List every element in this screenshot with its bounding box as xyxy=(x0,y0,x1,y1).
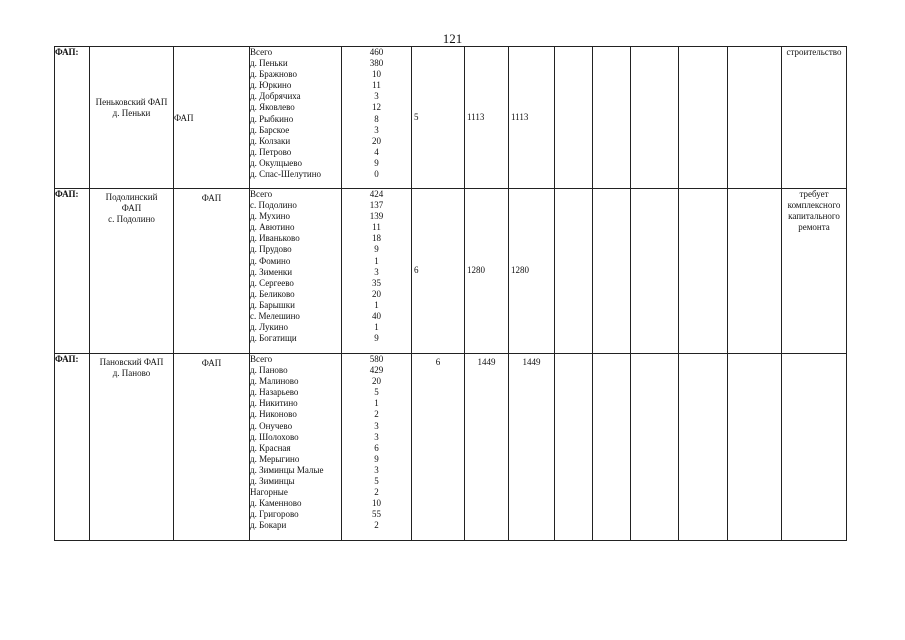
facility-name-line: д. Пеньки xyxy=(112,108,151,119)
settlement-name: д. Паново xyxy=(250,365,288,376)
population-value: 1 xyxy=(374,322,379,333)
empty-cell xyxy=(631,354,679,541)
population-value: 40 xyxy=(372,311,381,322)
value-a-cell xyxy=(465,354,509,541)
population-value: 460 xyxy=(369,47,384,57)
settlement-name: д. Яковлево xyxy=(250,102,295,113)
empty-cell xyxy=(728,354,782,541)
settlement-name: д. Лукино xyxy=(250,322,288,333)
facility-table xyxy=(54,46,847,541)
settlement-name: д. Шолохово xyxy=(250,431,299,442)
settlement-name: д. Барышки xyxy=(250,299,295,310)
page-number: 121 xyxy=(442,31,463,46)
settlements-cell xyxy=(250,189,342,354)
settlement-name: д. Прудово xyxy=(250,244,292,255)
settlement-name: д. Онучево xyxy=(250,420,293,431)
facility-type-cell xyxy=(55,189,90,354)
population-value: 9 xyxy=(374,157,379,168)
settlement-name: д. Юркино xyxy=(250,80,292,91)
value-a-cell xyxy=(465,189,509,354)
note-line: строительство xyxy=(786,47,842,57)
settlements-cell xyxy=(250,47,342,189)
population-value: 12 xyxy=(372,102,381,113)
population-cell xyxy=(342,354,412,541)
empty-cell xyxy=(631,189,679,354)
population-value: 9 xyxy=(374,453,379,464)
population-value: 20 xyxy=(372,376,381,387)
population-value: 2 xyxy=(374,520,379,531)
population-value: 11 xyxy=(372,222,381,233)
population-value: 20 xyxy=(372,135,381,146)
population-value: 3 xyxy=(374,464,379,475)
settlement-name: д. Григорово xyxy=(250,509,299,520)
settlement-name: с. Подолино xyxy=(250,200,297,211)
empty-cell xyxy=(593,47,631,189)
settlement-name: с. Мелешино xyxy=(250,311,300,322)
population-value: 6 xyxy=(374,442,379,453)
table-row xyxy=(55,354,847,541)
population-value: 5 xyxy=(374,476,379,487)
population-cell xyxy=(342,47,412,189)
population-value: 20 xyxy=(372,288,381,299)
settlement-name: д. Мухино xyxy=(250,211,290,222)
population-value: 429 xyxy=(369,365,384,376)
empty-cell xyxy=(679,189,728,354)
settlement-name: д. Малиново xyxy=(250,376,299,387)
population-value: 139 xyxy=(369,211,384,222)
note-cell xyxy=(782,354,847,541)
value-a: 1280 xyxy=(467,265,485,276)
note-line: комплексного xyxy=(787,200,841,211)
settlement-name: д. Никитино xyxy=(250,398,298,409)
facility-name-line: Пеньковский ФАП xyxy=(95,97,168,107)
settlement-name: д. Красная xyxy=(250,442,291,453)
settlement-name: Всего xyxy=(250,47,273,57)
value-b: 1449 xyxy=(522,357,541,367)
settlement-name: д. Иваньково xyxy=(250,233,300,244)
facility-name-line: ФАП xyxy=(121,203,142,214)
settlement-name: д. Рыбкино xyxy=(250,113,294,124)
facility-type-cell xyxy=(55,47,90,189)
settlement-name: д. Зименки xyxy=(250,266,293,277)
facility-type: ФАП: xyxy=(55,189,79,199)
settlement-name: д. Богатищи xyxy=(250,333,297,344)
facility-name-line: д. Паново xyxy=(112,368,151,379)
population-value: 1 xyxy=(374,299,379,310)
settlement-name: д. Беликово xyxy=(250,288,295,299)
note-line: ремонта xyxy=(798,222,830,233)
empty-cell xyxy=(593,354,631,541)
note-line: капитального xyxy=(788,211,840,222)
settlement-name: д. Спас-Шелутино xyxy=(250,169,322,180)
facility-type: ФАП: xyxy=(55,47,79,57)
population-value: 3 xyxy=(374,420,379,431)
staff-count-cell xyxy=(412,189,465,354)
population-value: 3 xyxy=(374,266,379,277)
empty-cell xyxy=(555,47,593,189)
note-cell xyxy=(782,47,847,189)
empty-cell xyxy=(728,47,782,189)
population-value: 380 xyxy=(369,58,384,69)
empty-cell xyxy=(555,354,593,541)
table-row xyxy=(55,47,847,189)
population-value: 11 xyxy=(372,80,381,91)
settlement-name: Нагорные xyxy=(250,487,288,498)
facility-kind-cell xyxy=(174,354,250,541)
population-value: 55 xyxy=(372,509,381,520)
facility-kind: ФАП xyxy=(201,193,222,203)
value-b-cell xyxy=(509,47,555,189)
facility-name-line: с. Подолино xyxy=(108,214,155,225)
value-b-cell xyxy=(509,189,555,354)
settlement-name: д. Пеньки xyxy=(250,58,288,69)
note-line: требует xyxy=(799,189,829,199)
facility-type: ФАП: xyxy=(55,354,79,364)
population-value: 580 xyxy=(369,354,384,364)
population-value: 2 xyxy=(374,487,379,498)
settlement-name: д. Колзаки xyxy=(250,135,291,146)
settlements-cell xyxy=(250,354,342,541)
settlement-name: д. Петрово xyxy=(250,146,292,157)
settlement-name: д. Добрячиха xyxy=(250,91,301,102)
facility-name-line: Пановский ФАП xyxy=(99,357,164,367)
population-value: 3 xyxy=(374,91,379,102)
empty-cell xyxy=(555,189,593,354)
table-row xyxy=(55,189,847,354)
settlement-name: д. Сергеево xyxy=(250,277,294,288)
facility-kind: ФАП xyxy=(201,358,222,368)
population-value: 35 xyxy=(372,277,381,288)
population-value: 10 xyxy=(372,498,381,509)
population-value: 2 xyxy=(374,409,379,420)
facility-type-cell xyxy=(55,354,90,541)
facility-name-cell xyxy=(90,47,174,189)
settlement-name: д. Назарьево xyxy=(250,387,299,398)
value-b-cell xyxy=(509,354,555,541)
population-value: 9 xyxy=(374,333,379,344)
value-a: 1113 xyxy=(467,111,485,122)
settlement-name: д. Зиминцы xyxy=(250,476,295,487)
settlement-name: Всего xyxy=(250,189,273,199)
empty-cell xyxy=(631,47,679,189)
population-value: 18 xyxy=(372,233,381,244)
settlement-name: д. Окулцыево xyxy=(250,157,302,168)
population-cell xyxy=(342,189,412,354)
settlement-name: д. Каменново xyxy=(250,498,302,509)
facility-name-cell xyxy=(90,354,174,541)
facility-name-line: Подолинский xyxy=(105,192,158,202)
population-value: 1 xyxy=(374,398,379,409)
population-value: 9 xyxy=(374,244,379,255)
value-a: 1449 xyxy=(477,357,496,367)
population-value: 10 xyxy=(372,69,381,80)
settlement-name: д. Бокари xyxy=(250,520,287,531)
settlement-name: д. Авютино xyxy=(250,222,295,233)
facility-kind: ФАП xyxy=(174,113,194,123)
staff-count: 6 xyxy=(435,357,441,367)
settlement-name: д. Бражново xyxy=(250,69,297,80)
empty-cell xyxy=(593,189,631,354)
facility-kind-cell xyxy=(174,189,250,354)
settlement-name: д. Фомино xyxy=(250,255,291,266)
staff-count-cell xyxy=(412,47,465,189)
population-value: 424 xyxy=(369,189,384,199)
facility-name-cell xyxy=(90,189,174,354)
population-value: 5 xyxy=(374,387,379,398)
population-value: 3 xyxy=(374,431,379,442)
staff-count-cell xyxy=(412,354,465,541)
staff-count: 5 xyxy=(414,111,419,122)
population-value: 137 xyxy=(369,200,384,211)
settlement-name: д. Барское xyxy=(250,124,290,135)
facility-kind-cell xyxy=(174,47,250,189)
population-value: 8 xyxy=(374,113,379,124)
staff-count: 6 xyxy=(414,265,419,276)
value-b: 1280 xyxy=(511,265,529,276)
settlement-name: д. Мерыгино xyxy=(250,453,300,464)
empty-cell xyxy=(679,47,728,189)
value-b: 1113 xyxy=(511,111,529,122)
empty-cell xyxy=(728,189,782,354)
settlement-name: Всего xyxy=(250,354,273,364)
empty-cell xyxy=(679,354,728,541)
population-value: 0 xyxy=(374,169,379,180)
population-value: 4 xyxy=(374,146,379,157)
settlement-name: д. Никоново xyxy=(250,409,297,420)
value-a-cell xyxy=(465,47,509,189)
population-value: 3 xyxy=(374,124,379,135)
note-cell xyxy=(782,189,847,354)
population-value: 1 xyxy=(374,255,379,266)
settlement-name: д. Зиминцы Малые xyxy=(250,464,324,475)
